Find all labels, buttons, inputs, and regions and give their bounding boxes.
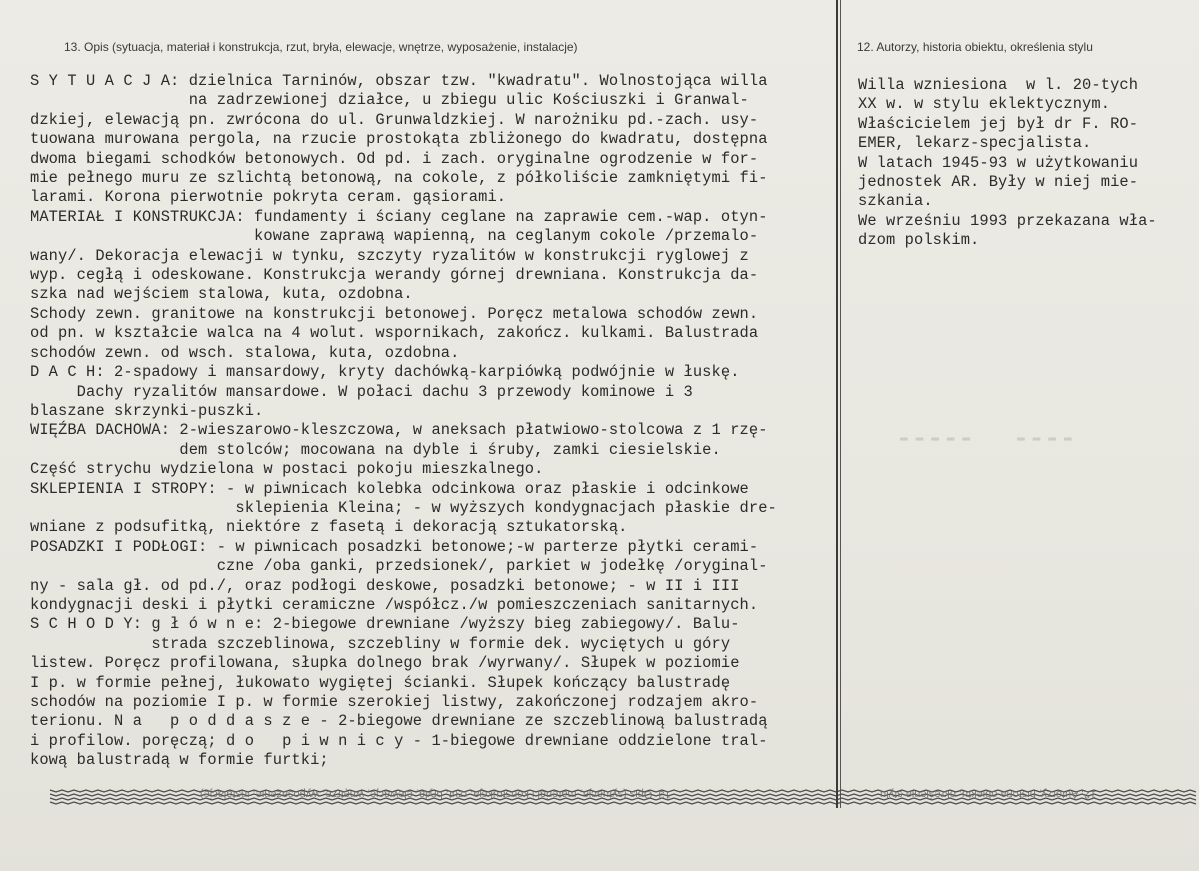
column-divider-right (840, 0, 841, 808)
mirrored-description-header: 13. Opis (sytuacja, materiał i konstrukcja, rzut, bryła, elewacje, wnętrze, wyposażenie, instalacje) (200, 788, 671, 800)
description-line: wniane z podsufitką, niektóre z fasetą i dekoracją sztukatorską. (30, 518, 628, 537)
description-line: listew. Poręcz profilowana, słupka dolnego brak /wyrwany/. Słupek w poziomie (30, 654, 740, 673)
history-line: We wrześniu 1993 przekazana wła- (858, 211, 1157, 230)
history-line: szkania. (858, 192, 933, 211)
description-line: szka nad wejściem stalowa, kuta, ozdobna. (30, 285, 413, 304)
history-line: EMER, lekarz-specjalista. (858, 134, 1092, 153)
description-line: na zadrzewionej działce, u zbiegu ulic Kościuszki i Granwal- (30, 91, 749, 110)
description-line: Dachy ryzalitów mansardowe. W połaci dachu 3 przewody kominowe i 3 (30, 382, 693, 401)
description-line: strada szczeblinowa, szczebliny w formie dek. wyciętych u góry (30, 634, 731, 653)
description-line: wany/. Dekoracja elewacji w tynku, szczyty ryzalitów w konstrukcji ryglowej z (30, 246, 749, 265)
description-header: 13. Opis (sytuacja, materiał i konstrukcja, rzut, bryła, elewacje, wnętrze, wyposażenie, instalacje) (64, 40, 578, 54)
bleed-through-marks: ▬ ▬ ▬ ▬ ▬ ▬ ▬ ▬ ▬ (900, 430, 1072, 445)
description-line: S C H O D Y: g ł ó w n e: 2-biegowe drewniane /wyższy bieg zabiegowy/. Balu- (30, 615, 740, 634)
column-divider-left (836, 0, 838, 808)
description-line: dem stolców; mocowana na dyble i śruby, zamki ciesielskie. (30, 440, 721, 459)
description-line: S Y T U A C J A: dzielnica Tarninów, obszar tzw. "kwadratu". Wolnostojąca willa (30, 72, 768, 90)
history-line: dzom polskim. (858, 231, 980, 250)
description-line: POSADZKI I PODŁOGI: - w piwnicach posadzki betonowe;-w parterze płytki cerami- (30, 537, 759, 556)
description-body (30, 72, 777, 771)
description-line: SKLEPIENIA I STROPY: - w piwnicach kolebka odcinkowa oraz płaskie i odcinkowe (30, 479, 749, 498)
description-line: D A C H: 2-spadowy i mansardowy, kryty dachówką-karpiówką podwójnie w łuskę. (30, 363, 740, 382)
description-line: tuowana murowana pergola, na rzucie prostokąta zbliżonego do kwadratu, dostępna (30, 130, 768, 149)
description-line: terionu. N a p o d d a s z e - 2-biegowe drewniane ze szczeblinową balustradą (30, 712, 768, 731)
history-line: Właścicielem jej był dr F. RO- (858, 114, 1139, 133)
description-line: blaszane skrzynki-puszki. (30, 401, 264, 420)
description-line: ny - sala gł. od pd./, oraz podłogi deskowe, posadzki betonowe; - w II i III (30, 576, 740, 595)
wave-line (50, 802, 1196, 804)
description-line: larami. Korona pierwotnie pokryta ceram. gąsiorami. (30, 188, 507, 207)
bottom-divider-mark (836, 780, 838, 808)
authors-history-header: 12. Autorzy, historia obiektu, określenia stylu (857, 40, 1093, 54)
description-line: kową balustradą w formie furtki; (30, 751, 329, 770)
description-line: wyp. cegłą i odeskowane. Konstrukcja werandy górnej drewniana. Konstrukcja da- (30, 266, 759, 285)
description-line: schodów zewn. od wsch. stalowa, kuta, ozdobna. (30, 343, 460, 362)
description-line: dwoma biegami schodków betonowych. Od pd. i zach. oryginalne ogrodzenie w for- (30, 149, 759, 168)
description-line: I p. w formie pełnej, łukowato wygiętej ścianki. Słupek kończący balustradę (30, 673, 731, 692)
description-line: sklepienia Kleina; - w wyższych kondygnacjach płaskie dre- (30, 498, 777, 517)
description-line: Część strychu wydzielona w postaci pokoju mieszkalnego. (30, 460, 544, 479)
history-line: Willa wzniesiona w l. 20-tych (858, 76, 1139, 94)
history-line: XX w. w stylu eklektycznym. (858, 95, 1111, 114)
history-line: jednostek AR. Były w niej mie- (858, 173, 1139, 192)
description-line: kowane zaprawą wapienną, na ceglanym cokole /przemalo- (30, 227, 759, 246)
description-line: od pn. w kształcie walca na 4 wolut. wspornikach, zakończ. kulkami. Balustrada (30, 324, 759, 343)
description-line: schodów na poziomie I p. w formie szerokiej listwy, zakończonej rodzajem akro- (30, 693, 759, 711)
description-line: WIĘŹBA DACHOWA: 2-wieszarowo-kleszczowa, w aneksach płatwiowo-stolcowa z 1 rzę- (30, 421, 768, 440)
description-line: czne /oba ganki, przedsionek/, parkiet w jodełkę /oryginal- (30, 557, 768, 576)
description-line: dzkiej, elewacją pn. zwrócona do ul. Grunwaldzkiej. W narożniku pd.-zach. usy- (30, 110, 759, 129)
description-line: MATERIAŁ I KONSTRUKCJA: fundamenty i ściany ceglane na zaprawie cem.-wap. otyn- (30, 207, 768, 226)
description-line: i profilow. poręczą; d o p i w n i c y - 1-biegowe drewniane oddzielone tral- (30, 731, 768, 750)
description-line: kondygnacji deski i płytki ceramiczne /współcz./w pomieszczeniach sanitarnych. (30, 595, 759, 614)
description-line: mie pełnego muru ze szlichtą betonową, na cokole, z półkoliście zamkniętymi fi- (30, 169, 768, 188)
mirrored-authors-header: 12. Autorzy, historia obiektu, określenia stylu (880, 788, 1097, 800)
history-body (858, 76, 1157, 251)
description-line: Schody zewn. granitowe na konstrukcji betonowej. Poręcz metalowa schodów zewn. (30, 304, 759, 323)
history-line: W latach 1945-93 w użytkowaniu (858, 153, 1139, 172)
